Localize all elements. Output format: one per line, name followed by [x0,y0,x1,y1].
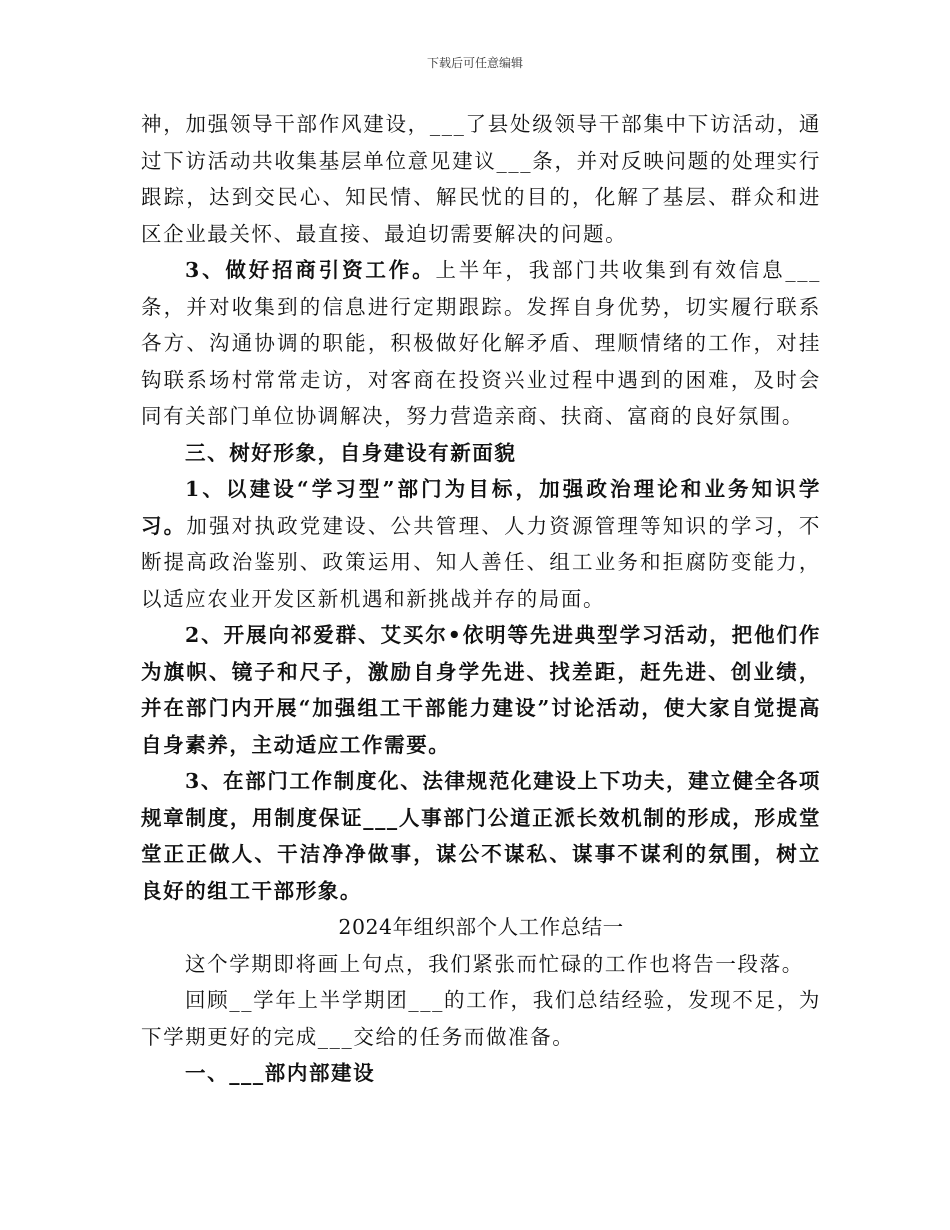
section-title: 2024年组织部个人工作总结一 [338,915,624,939]
paragraph-2-lead: 3、做好招商引资工作。 [185,258,436,282]
section-heading-3: 三、树好形象，自身建设有新面貌 [185,440,517,465]
paragraph-3-body: 加强对执政党建设、公共管理、人力资源管理等知识的学习，不断提高政治鉴别、政策运用、知人善任、组工业务和拒腐防变能力，以适应农业开发区新机遇和新挑战并存的局面。 [141,513,821,611]
paragraph-6: 这个学期即将画上句点，我们紧张而忙碌的工作也将告一段落。 [185,951,804,976]
paragraph-2-body: 上半年，我部门共收集到有效信息___条，并对收集到的信息进行定期跟踪。发挥自身优势，切实履行联系各方、沟通协调的职能，积极做好化解矛盾、理顺情绪的工作，对挂钩联系场村常常走访，对客商在投资兴业过程中遇到的困难，及时会同有关部门单位协调解决，努力营造亲商、扶商、富商的良好氛围。 [141,258,821,428]
paragraph-3 [141,471,821,617]
paragraph-3-lead: 1、以建设“学习型”部门为目标，加强政治理论和业务知识学习。 [141,477,821,538]
section-heading-1: 一、___部内部建设 [185,1061,376,1085]
paragraph-7: 回顾__学年上半学期团___的工作，我们总结经验，发现不足，为下学期更好的完成___交给的任务而做准备。 [141,988,821,1049]
paragraph-4: 2、开展向祁爱群、艾买尔•依明等先进典型学习活动，把他们作为旗帜、镜子和尺子，激励自身学先进、找差距，赶先进、创业绩，并在部门内开展“加强组工干部能力建设”讨论活动，使大家自觉提高自身素养，主动适应工作需要。 [141,623,821,757]
page-header: 下载后可任意编辑 [426,56,523,70]
paragraph-1: 神，加强领导干部作风建设，___了县处级领导干部集中下访活动，通过下访活动共收集基层单位意见建议___条，并对反映问题的处理实行跟踪，达到交民心、知民情、解民忧的目的，化解了基层、群众和进区企业最关怀、最直接、最迫切需要解决的问题。 [141,112,821,246]
paragraph-2 [141,252,821,435]
document-body [141,106,821,1092]
paragraph-5: 3、在部门工作制度化、法律规范化建设上下功夫，建立健全各项规章制度，用制度保证___人事部门公道正派长效机制的形成，形成堂堂正正做人、干洁净净做事，谋公不谋私、谋事不谋利的氛围，树立良好的组工干部形象。 [141,769,821,903]
